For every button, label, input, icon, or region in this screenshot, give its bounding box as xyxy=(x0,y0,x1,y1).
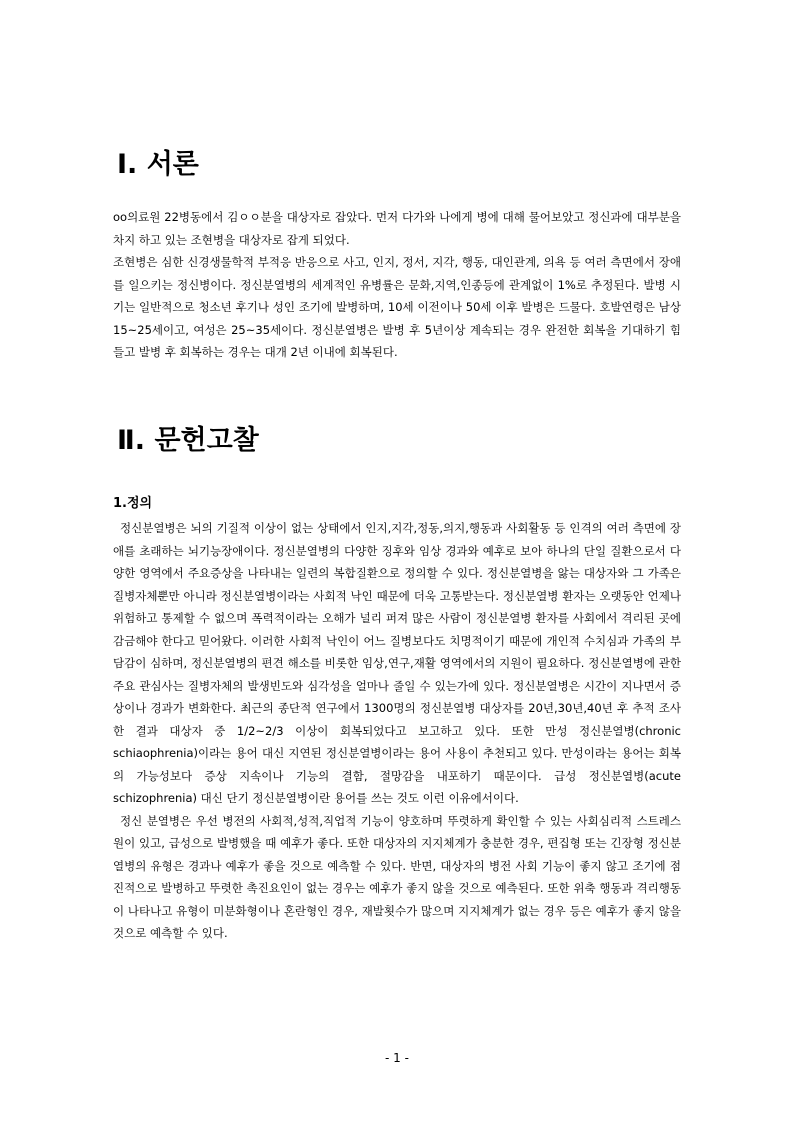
introduction-paragraph: 조현병은 심한 신경생물학적 부적응 반응으로 사고, 인지, 정서, 지각, 행동, 대인관계, 의욕 등 여러 측면에서 장애를 일으키는 정신병이다. 정신분열병의 세계적인 유병률은 문화,지역,인종등에 관계없이 1%로 추정된다. 발병 시기는 일반적으로 청소년 후기나 성인 조기에 발병하며, 10세 이전이나 50세 이후 발병은 드물다. 호발연령은 남상 15~25세이고, 여성은 25~35세이다. 정신분열병은 발병 후 5년이상 계속되는 경우 완전한 회복을 기대하기 힘들고 발병 후 회복하는 경우는 대개 2년 이내에 회복된다. xyxy=(113,255,681,359)
section-heading-literature-review: Ⅱ. 문헌고찰 xyxy=(117,425,259,456)
subsection-heading-definition: 1.정의 xyxy=(113,496,153,511)
definition-paragraph: 정신분열병은 뇌의 기질적 이상이 없는 상태에서 인지,지각,정동,의지,행동과 사회활동 등 인격의 여러 측면에 장애를 초래하는 뇌기능장애이다. 정신분열병의 다양한 징후와 임상 경과와 예후로 보아 하나의 단일 질환으로서 다양한 영역에서 주요증상을 나타내는 일련의 복합질환으로 정의할 수 있다. 정신분열병을 앓는 대상자와 그 가족은 질병자체뿐만 아니라 정신분열병이라는 사회적 낙인 때문에 더욱 고통받는다. 정신분열병 환자는 오랫동안 언제나 위험하고 통제할 수 없으며 폭력적이라는 오해가 널리 퍼져 많은 사람이 정신분열병 환자를 사회에서 격리된 곳에 감금해야 한다고 믿어왔다. 이러한 사회적 낙인이 어느 질병보다도 치명적이기 때문에 개인적 수치심과 가족의 부담감이 심하며, 정신분열병의 편견 해소를 비롯한 임상,연구,재활 영역에서의 지원이 필요하다. 정신분열병에 관한 주요 관심사는 질병자체의 발생빈도와 심각성을 얼마나 줄일 수 있는가에 있다. 정신분열병은 시간이 지나면서 증상이나 경과가 변화한다. 최근의 종단적 연구에서 1300명의 정신분열병 대상자를 20년,30년,40년 후 추적 조사한 결과 대상자 중 1/2~2/3 이상이 회복되었다고 보고하고 있다. 또한 만성 정신분열병(chronic schiaophrenia)이라는 용어 대신 지연된 정신분열병이라는 용어 사용이 추천되고 있다. 만성이라는 용어는 회복의 가능성보다 증상 지속이나 기능의 결함, 절망감을 내포하기 때문이다. 급성 정신분열병(acute schizophrenia) 대신 단기 정신분열병이란 용어를 쓰는 것도 이런 이유에서이다. xyxy=(113,521,681,805)
section-heading-introduction: Ⅰ. 서론 xyxy=(117,149,199,180)
page-number: - 1 - xyxy=(385,1051,409,1065)
definition-body xyxy=(113,517,681,945)
definition-paragraph: 정신 분열병은 우선 병전의 사회적,성적,직업적 기능이 양호하며 뚜렷하게 확인할 수 있는 사회심리적 스트레스원이 있고, 급성으로 발병했을 때 예후가 좋다. 또한 대상자의 지지체계가 충분한 경우, 편집형 또는 긴장형 정신분열병의 유형은 경과나 예후가 좋을 것으로 예측할 수 있다. 반면, 대상자의 병전 사회 기능이 좋지 않고 조기에 점진적으로 발병하고 뚜렷한 촉진요인이 없는 경우는 예후가 좋지 않을 것으로 예측된다. 또한 위축 행동과 격리행동이 나타나고 유형이 미분화형이나 혼란형인 경우, 재발횟수가 많으며 지지체계가 없는 경우 등은 예후가 좋지 않을 것으로 예측할 수 있다. xyxy=(113,813,681,940)
introduction-body xyxy=(113,206,681,364)
introduction-paragraph: oo의료원 22병동에서 김ㅇㅇ분을 대상자로 잡았다. 먼저 다가와 나에게 병에 대해 물어보았고 정신과에 대부분을 차지 하고 있는 조현병을 대상자로 잡게 되었다. xyxy=(113,210,681,247)
